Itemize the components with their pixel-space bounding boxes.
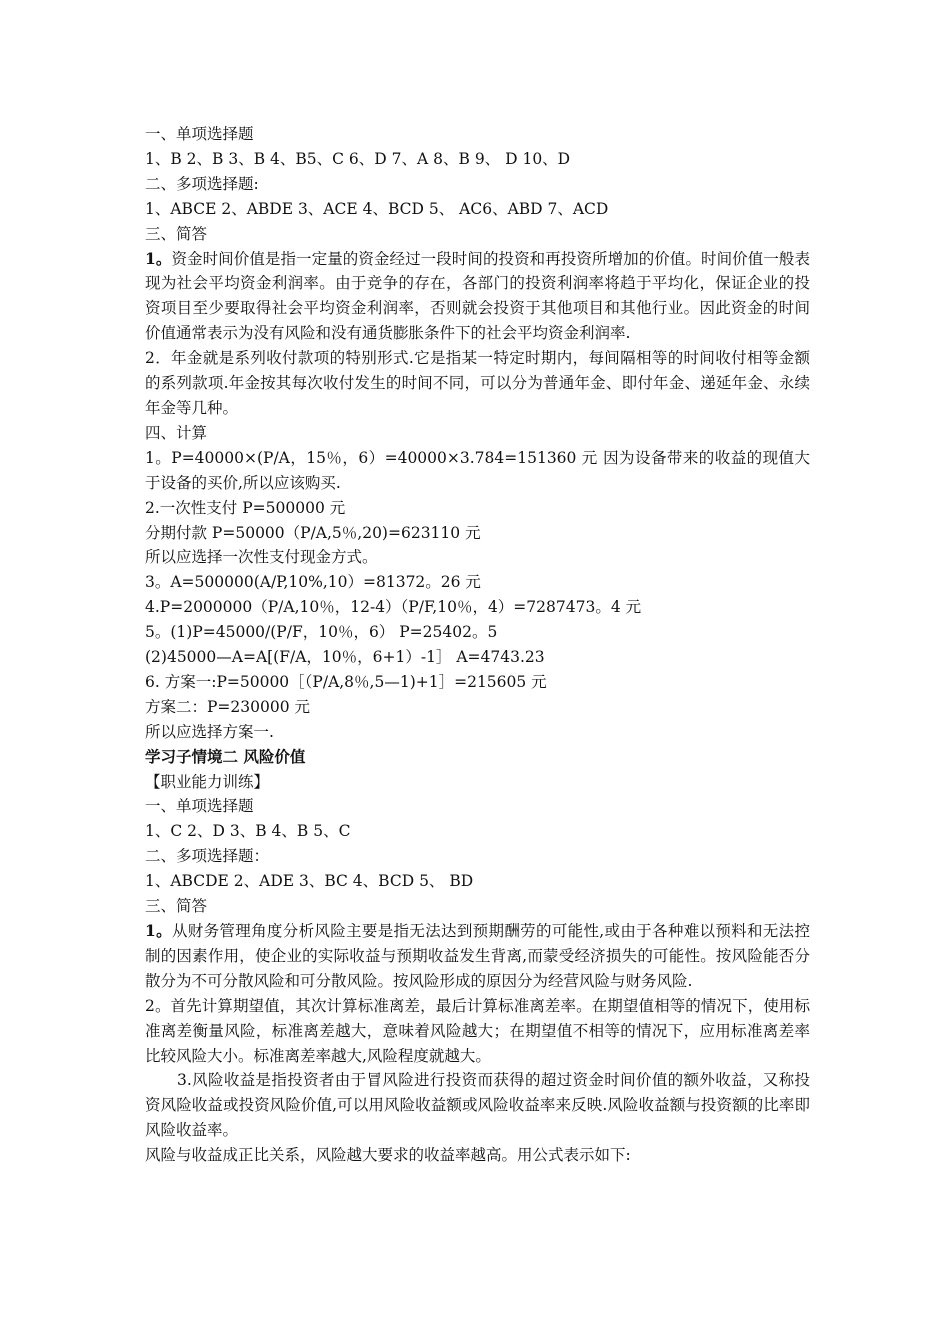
text-line — [145, 620, 810, 645]
text-line — [145, 570, 810, 595]
paragraph-text: 二、多项选择题： — [145, 847, 270, 866]
text-line — [145, 147, 810, 172]
document-body — [145, 122, 810, 1168]
paragraph-text: 1、C 2、D 3、B 4、B 5、C — [145, 822, 351, 841]
section-heading — [145, 745, 810, 770]
text-line — [145, 869, 810, 894]
paragraph-text: 三、简答 — [145, 224, 208, 243]
paragraph-text: (2)45000—A=A[(F/A，10％，6+1）-1］ A=4743.23 — [145, 648, 545, 667]
text-line — [145, 645, 810, 670]
paragraph-text: 分期付款 P=50000（P/A,5％,20)=623110 元 — [145, 523, 481, 542]
text-paragraph — [145, 1068, 810, 1143]
paragraph-text: 1、ABCDE 2、ADE 3、BC 4、BCD 5、 BD — [145, 872, 474, 891]
paragraph-text: 【职业能力训练】 — [145, 772, 270, 791]
text-line — [145, 894, 810, 919]
text-paragraph — [145, 346, 810, 421]
paragraph-text: 资金时间价值是指一定量的资金经过一段时间的投资和再投资所增加的价值。时间价值一般表现为社会平均资金利润率。由于竞争的存在，各部门的投资利润率将趋于平均化，保证企业的投资项目至少要取得社会平均资金利润率，否则就会投资于其他项目和其他行业。因此资金的时间价值通常表示为没有风险和没有通货膨胀条件下的社会平均资金利润率. — [145, 249, 810, 343]
paragraph-text: 5。(1)P=45000/(P/F，10％，6） P=25402。5 — [145, 623, 498, 642]
paragraph-text: 所以应选择一次性支付现金方式。 — [145, 548, 378, 567]
text-line — [145, 670, 810, 695]
paragraph-text: 3.风险收益是指投资者由于冒风险进行投资而获得的超过资金时间价值的额外收益，又称投资风险收益或投资风险价值,可以用风险收益额或风险收益率来反映.风险收益额与投资额的比率即风险收益率。 — [145, 1071, 810, 1140]
text-paragraph — [145, 247, 810, 347]
paragraph-text: 学习子情境二 风险价值 — [145, 746, 306, 766]
paragraph-text: 四、计算 — [145, 423, 208, 442]
text-paragraph — [145, 919, 810, 994]
text-line — [145, 421, 810, 446]
text-line — [145, 695, 810, 720]
paragraph-text: 风险与收益成正比关系，风险越大要求的收益率越高。用公式表示如下: — [145, 1146, 631, 1165]
paragraph-number: 1。 — [145, 921, 172, 940]
text-line — [145, 819, 810, 844]
paragraph-text: 4.P=2000000（P/A,10％，12-4）（P/F,10％，4）=7287473。4 元 — [145, 598, 642, 617]
paragraph-text: 从财务管理角度分析风险主要是指无法达到预期酬劳的可能性,或由于各种难以预料和无法控制的因素作用，使企业的实际收益与预期收益发生背离,而蒙受经济损失的可能性。按风险能否分散分为不可分散风险和可分散风险。按风险形成的原因分为经营风险与财务风险. — [145, 922, 810, 990]
paragraph-text: 1、ABCE 2、ABDE 3、ACE 4、BCD 5、 AC6、ABD 7、ACD — [145, 199, 609, 218]
paragraph-text: 三、简答 — [145, 897, 208, 916]
paragraph-text: 一、单项选择题 — [145, 797, 254, 816]
text-paragraph — [145, 994, 810, 1069]
text-line — [145, 122, 810, 147]
paragraph-text: 方案二：P=230000 元 — [145, 697, 311, 716]
text-line — [145, 720, 810, 745]
text-paragraph — [145, 446, 810, 496]
text-line — [145, 521, 810, 546]
text-line — [145, 770, 810, 795]
paragraph-text: 6. 方案一:P=50000［（P/A,8％,5—1)+1］=215605 元 — [145, 672, 547, 691]
paragraph-text: 1、B 2、B 3、B 4、B5、C 6、D 7、A 8、B 9、 D 10、D — [145, 149, 571, 168]
paragraph-text: 一、单项选择题 — [145, 125, 254, 143]
paragraph-number: 1。 — [145, 248, 172, 268]
paragraph-text: 所以应选择方案一. — [145, 722, 274, 741]
paragraph-text: 2．年金就是系列收付款项的特别形式.它是指某一特定时期内，每间隔相等的时间收付相等金额的系列款项.年金按其每次收付发生的时间不同，可以分为普通年金、即付年金、递延年金、永续年金等几种。 — [145, 349, 810, 417]
text-line — [145, 496, 810, 521]
paragraph-text: 1。P=40000×(P/A，15％，6）=40000×3.784=151360 元 因为设备带来的收益的现值大于设备的买价,所以应该购买. — [145, 448, 810, 492]
paragraph-text: 3。A=500000(A/P,10%,10）=81372。26 元 — [145, 573, 481, 592]
text-line — [145, 545, 810, 570]
text-line — [145, 1143, 810, 1168]
text-line — [145, 844, 810, 869]
text-line — [145, 172, 810, 197]
paragraph-text: 二、多项选择题: — [145, 174, 259, 193]
text-line — [145, 794, 810, 819]
text-line — [145, 222, 810, 247]
paragraph-text: 2。首先计算期望值，其次计算标准离差，最后计算标准离差率。在期望值相等的情况下，使用标准离差衡量风险，标准离差越大，意味着风险越大；在期望值不相等的情况下，应用标准离差率比较风险大小。标准离差率越大,风险程度就越大。 — [145, 996, 810, 1065]
text-line — [145, 595, 810, 620]
text-line — [145, 197, 810, 222]
paragraph-text: 2.一次性支付 P=500000 元 — [145, 498, 346, 517]
